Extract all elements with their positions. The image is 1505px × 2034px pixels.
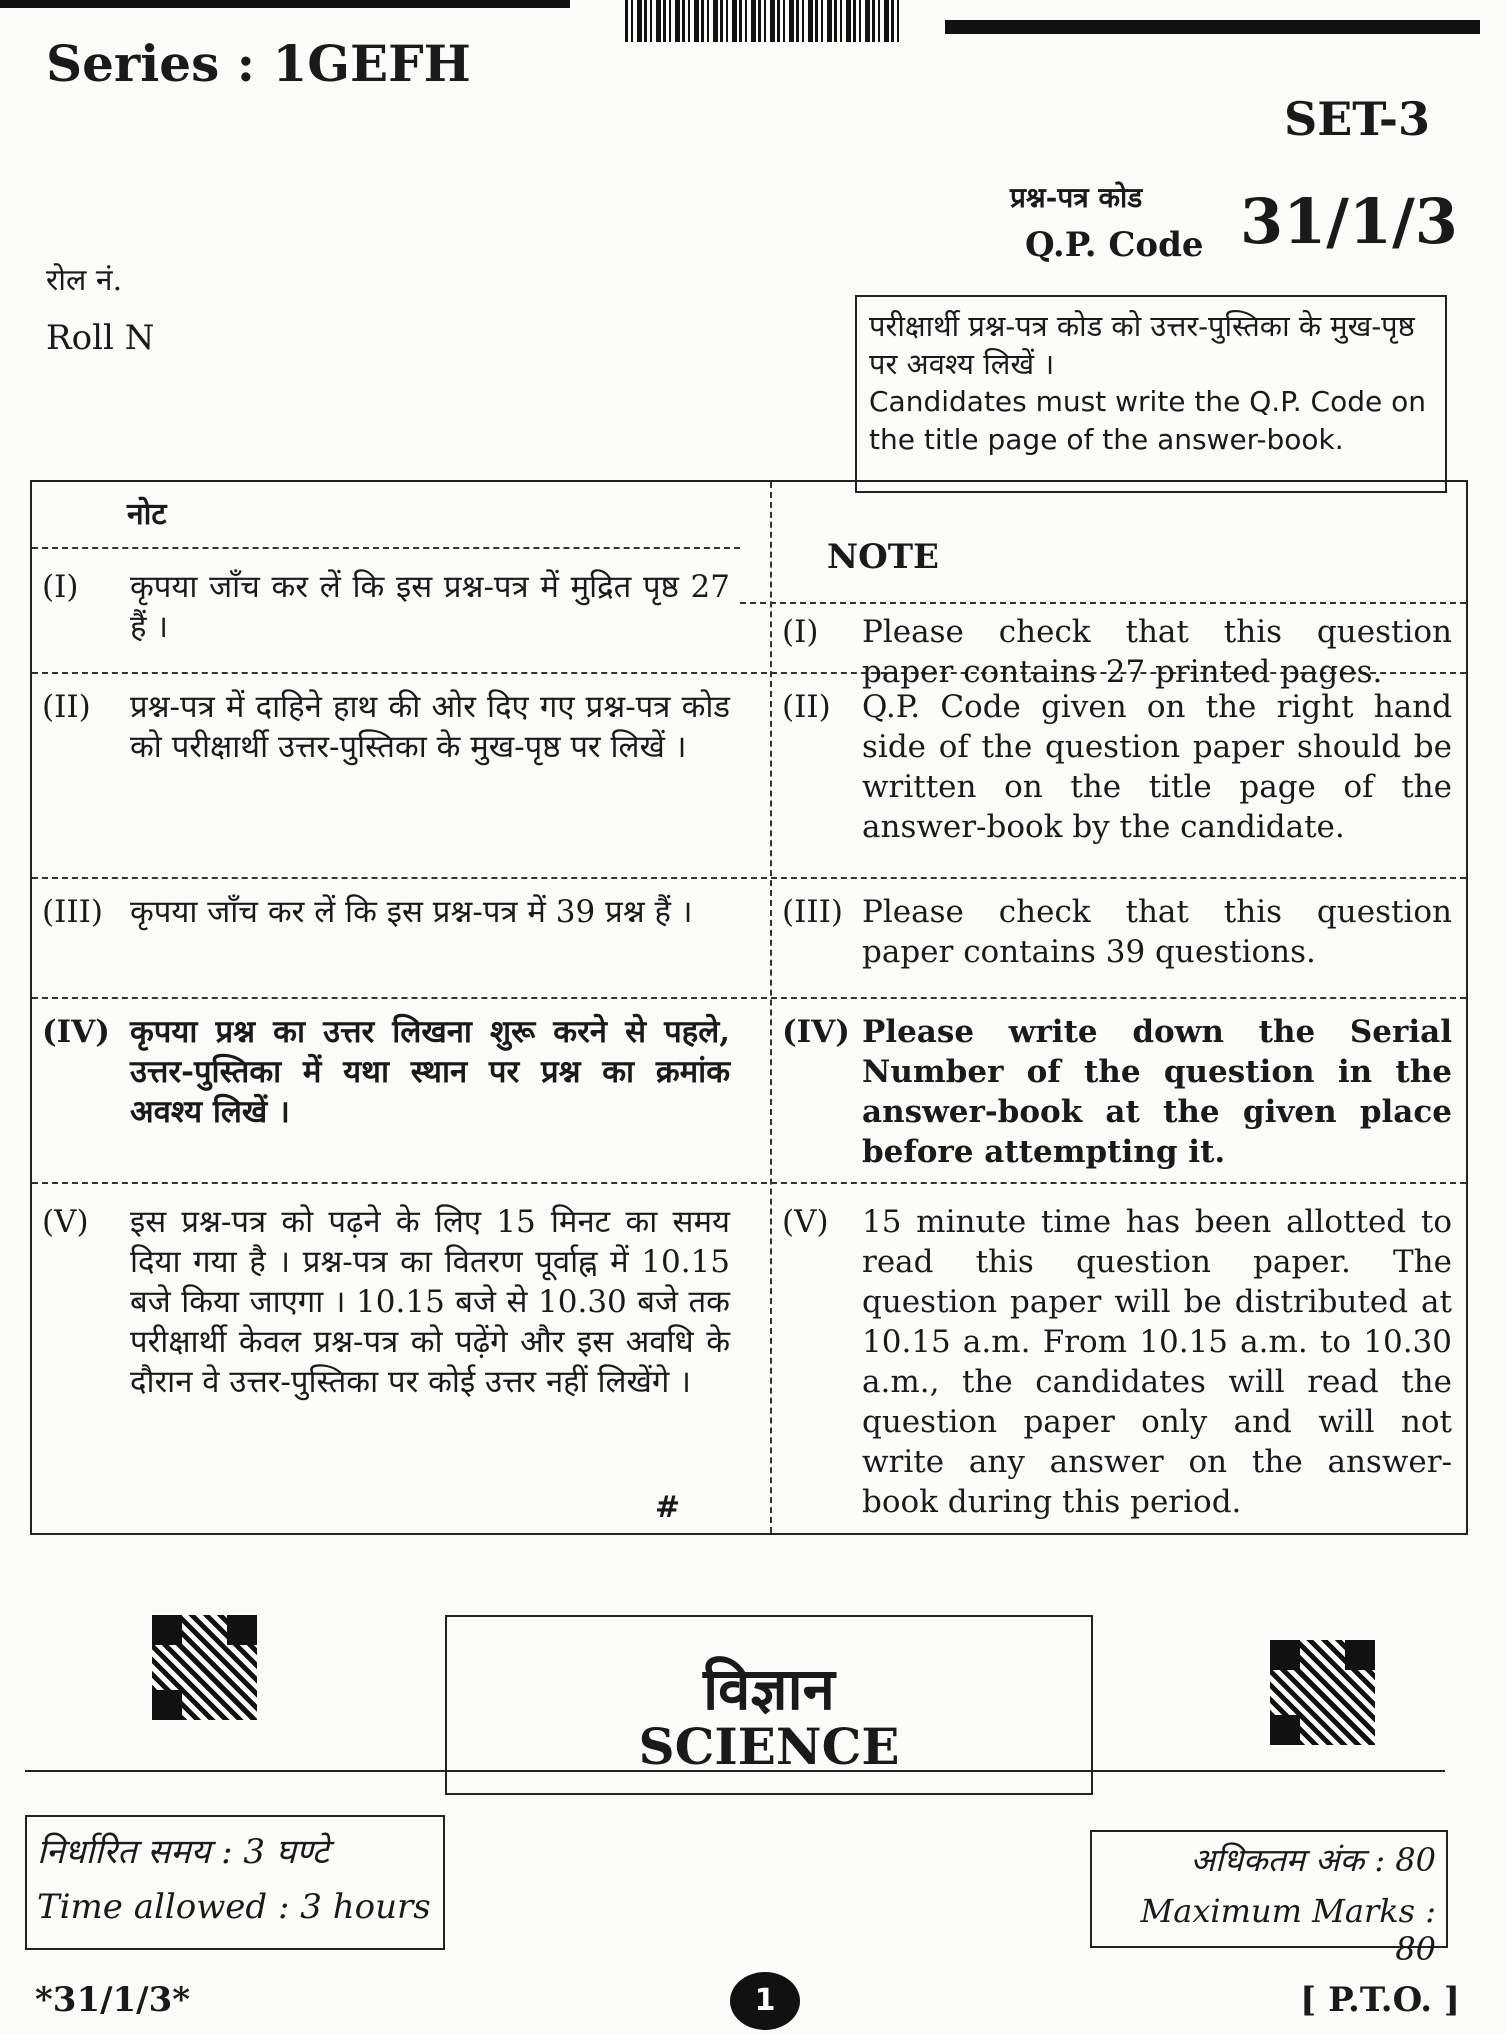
candidate-instruction-box [855,295,1447,493]
row-number: (IV) [782,1014,850,1050]
barcode-image [625,0,900,42]
note-row-hindi [42,567,742,667]
row-number: (II) [782,689,831,725]
please-turn-over: [ P.T.O. ] [1300,1980,1460,2020]
note-row-english [782,892,1462,992]
row-text-english: Please check that this question paper contains 27 printed pages. [862,614,1452,690]
row-number: (II) [42,689,91,725]
candidate-instruction-hindi: परीक्षार्थी प्रश्न-पत्र कोड को उत्तर-पुस्तिका के मुख-पृष्ठ पर अवश्य लिखें । [869,309,1415,381]
hash-mark: # [655,1490,681,1525]
series-label: Series : 1GEFH [46,34,471,93]
roll-number-label-english: Roll N [46,318,155,358]
row-text-hindi: इस प्रश्न-पत्र को पढ़ने के लिए 15 मिनट का समय दिया गया है । प्रश्न-पत्र का वितरण पूर्वाह्न में 10.15 बजे किया जाएगा । 10.15 बजे से 10.30 बजे तक परीक्षार्थी केवल प्रश्न-पत्र को पढ़ेंगे और इस अवधि के दौरान वे उत्तर-पुस्तिका पर कोई उत्तर नहीं लिखेंगे । [130,1204,730,1400]
note-row-hindi [42,1012,742,1172]
row-number: (V) [782,1204,829,1240]
row-number: (I) [42,569,79,605]
row-text-english: Please write down the Serial Number of the question in the answer-book at the given place before attempting it. [862,1014,1452,1170]
row-number: (III) [42,894,103,930]
row-number: (III) [782,894,843,930]
row-text-hindi: प्रश्न-पत्र में दाहिने हाथ की ओर दिए गए प्रश्न-पत्र कोड को परीक्षार्थी उत्तर-पुस्तिका के मुख-पृष्ठ पर लिखें । [130,689,730,765]
subject-title-hindi: विज्ञान [703,1655,835,1723]
row-text-english: 15 minute time has been allotted to read this question paper. The question paper will be distributed at 10.15 a.m. From 10.15 a.m. to 10.30 a.m., the candidates will read the question paper only and will not write any answer on the answer-book during this period. [862,1204,1452,1520]
qp-code-label-hindi: प्रश्न-पत्र कोड [1010,181,1143,214]
row-text-hindi: कृपया जाँच कर लें कि इस प्रश्न-पत्र में मुद्रित पृष्ठ 27 हैं । [130,569,730,645]
note-table [30,480,1468,1535]
footer-paper-code: *31/1/3* [35,1980,191,2020]
note-row-english [782,687,1462,867]
note-row-english [782,612,1462,690]
note-row-hindi [42,687,742,867]
time-allowed-hindi: निर्धारित समय : 3 घण्टे [37,1832,329,1872]
set-label: SET-3 [1284,92,1430,146]
subject-title-box [445,1615,1093,1795]
roll-number-label-hindi: रोल नं. [46,263,123,298]
note-row-english [782,1202,1462,1522]
maximum-marks-english: Maximum Marks : 80 [1140,1892,1436,1968]
row-text-hindi: कृपया प्रश्न का उत्तर लिखना शुरू करने से पहले, उत्तर-पुस्तिका में यथा स्थान पर प्रश्न का क्रमांक अवश्य लिखें । [130,1014,730,1130]
note-header-hindi: नोट [127,497,167,532]
row-divider [32,1182,1466,1184]
qr-code-right [1270,1640,1375,1745]
column-divider [770,482,772,1533]
time-allowed-english: Time allowed : 3 hours [37,1887,431,1927]
note-row-english [782,1012,1462,1172]
row-text-hindi: कृपया जाँच कर लें कि इस प्रश्न-पत्र में 39 प्रश्न हैं । [130,894,693,930]
row-number: (V) [42,1204,89,1240]
row-divider [740,602,1466,604]
horizontal-rule [25,1770,1445,1772]
top-black-bar-left [0,0,570,8]
row-divider [32,547,740,549]
row-divider [32,997,1466,999]
note-header-english: NOTE [827,537,939,577]
page-number: 1 [730,1972,800,2030]
subject-title-english: SCIENCE [638,1717,900,1776]
note-row-hindi [42,892,742,992]
maximum-marks-hindi: अधिकतम अंक : 80 [1190,1841,1436,1879]
maximum-marks-box [1090,1830,1448,1968]
qp-code-value: 31/1/3 [1240,185,1458,258]
row-text-english: Please check that this question paper contains 39 questions. [862,894,1452,970]
qr-code-left [152,1615,257,1720]
row-number: (I) [782,614,819,650]
row-text-english: Q.P. Code given on the right hand side of the question paper should be written on the title page of the answer-book by the candidate. [862,689,1452,845]
row-divider [32,877,1466,879]
candidate-instruction-english: Candidates must write the Q.P. Code on the title page of the answer-book. [869,385,1426,456]
row-number: (IV) [42,1014,110,1050]
top-black-bar-right [945,20,1480,34]
time-allowed-box [25,1815,445,1950]
note-row-hindi [42,1202,742,1522]
qp-code-label-english: Q.P. Code [1025,225,1204,265]
